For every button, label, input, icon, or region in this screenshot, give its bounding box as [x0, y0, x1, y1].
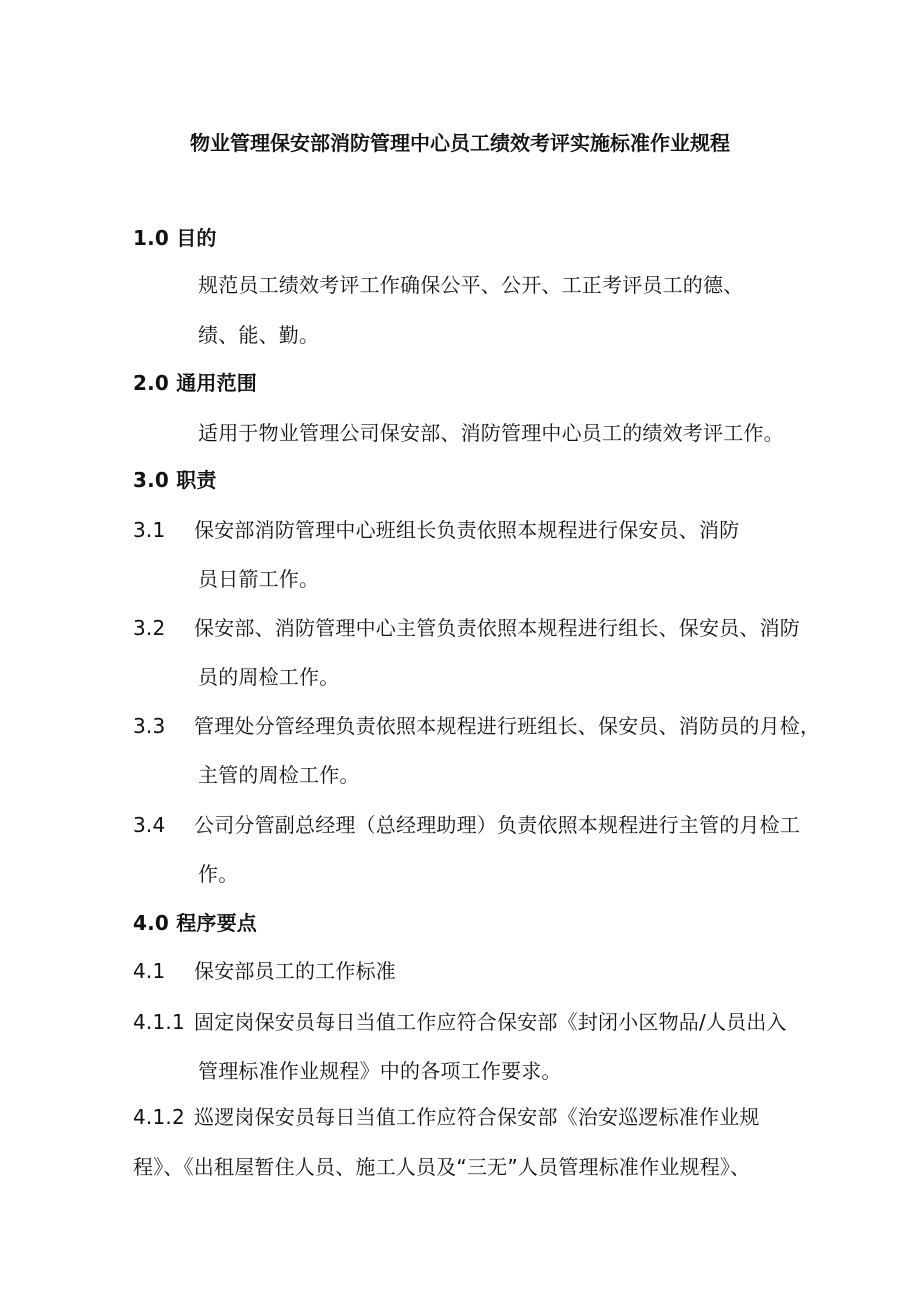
item-3-3-line-2: 主管的周检工作。 [198, 763, 360, 787]
item-3-4-line-1: 公司分管副总经理（总经理助理）负责依照本规程进行主管的月检工 [194, 813, 800, 837]
item-number-4-1: 4.1 [133, 959, 166, 983]
item-number-3-3: 3.3 [133, 714, 166, 738]
section-heading-purpose: 1.0 目的 [133, 226, 217, 250]
item-4-1-2-line-2: 程》、《出租屋暂住人员、施工人员及“三无”人员管理标准作业规程》、 [133, 1155, 751, 1179]
section-heading-scope: 2.0 通用范围 [133, 371, 257, 395]
section-heading-responsibilities: 3.0 职责 [133, 468, 217, 492]
item-3-3-line-1: 管理处分管经理负责依照本规程进行班组长、保安员、消防员的月检， [194, 714, 821, 738]
item-3-1-line-1: 保安部消防管理中心班组长负责依照本规程进行保安员、消防 [194, 518, 740, 542]
item-3-1-line-2: 员日箭工作。 [198, 567, 320, 591]
item-number-3-1: 3.1 [133, 518, 166, 542]
item-3-2-line-2: 员的周检工作。 [198, 665, 340, 689]
section-heading-procedure: 4.0 程序要点 [133, 911, 257, 935]
purpose-text-line-2: 绩、能、勤。 [198, 323, 320, 347]
item-number-3-4: 3.4 [133, 813, 166, 837]
item-3-2-line-1: 保安部、消防管理中心主管负责依照本规程进行组长、保安员、消防 [194, 616, 800, 640]
item-3-4-line-2: 作。 [198, 862, 239, 886]
item-number-3-2: 3.2 [133, 616, 166, 640]
item-number-4-1-2: 4.1.2 [133, 1105, 185, 1129]
item-4-1-1-line-1: 固定岗保安员每日当值工作应符合保安部《封闭小区物品/人员出入 [194, 1010, 787, 1034]
item-4-1-line-1: 保安部员工的工作标准 [194, 959, 396, 983]
item-number-4-1-1: 4.1.1 [133, 1010, 185, 1034]
item-4-1-2-line-1: 巡逻岗保安员每日当值工作应符合保安部《治安巡逻标准作业规 [194, 1105, 760, 1129]
document-title: 物业管理保安部消防管理中心员工绩效考评实施标准作业规程 [190, 131, 730, 155]
item-4-1-1-line-2: 管理标准作业规程》中的各项工作要求。 [198, 1059, 562, 1083]
scope-text-line-1: 适用于物业管理公司保安部、消防管理中心员工的绩效考评工作。 [198, 421, 784, 445]
purpose-text-line-1: 规范员工绩效考评工作确保公平、公开、工正考评员工的德、 [198, 273, 744, 297]
